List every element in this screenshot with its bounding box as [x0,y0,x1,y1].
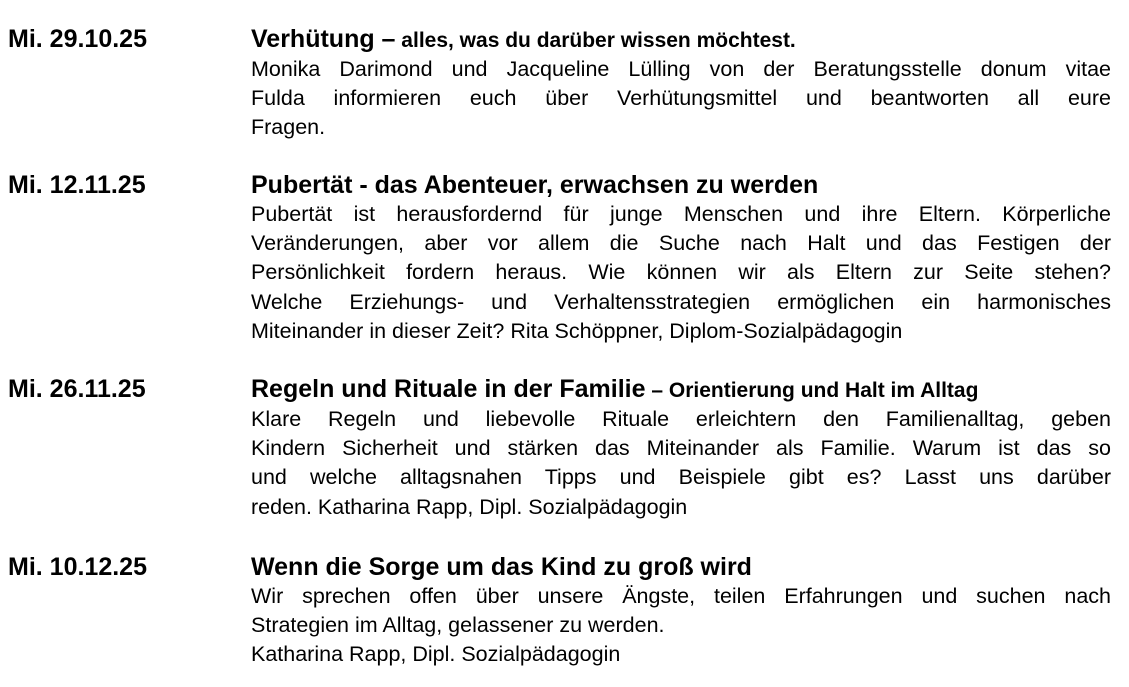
event-description [251,55,1111,143]
event-description [251,200,1111,346]
event-description [251,405,1111,522]
event-title-sub: – Orientierung und Halt im Alltag [645,379,979,402]
event-title-main: Wenn die Sorge um das Kind zu groß wird [251,553,752,581]
description-line: Veränderungen, aber vor allem die Suche nach Halt und das Festigen der [251,231,1111,256]
event-date: Mi. 10.12.25 [8,553,147,581]
description-line: Pubertät ist herausfordernd für junge Menschen und ihre Eltern. Körperliche [251,202,1111,226]
event-content [251,171,1111,346]
event-title [251,553,1111,582]
event-title [251,171,1111,200]
description-line: Strategien im Alltag, gelassener zu werden. [251,613,665,638]
description-line: Miteinander in dieser Zeit? Rita Schöppner, Diplom-Sozialpädagogin [251,318,903,343]
event-title-main: Regeln und Rituale in der Familie [251,375,646,403]
description-line: Katharina Rapp, Dipl. Sozialpädagogin [251,642,621,667]
description-line: Fulda informieren euch über Verhütungsmittel und beantworten all eure [251,86,1111,111]
description-line: Persönlichkeit fordern heraus. Wie können wir als Eltern zur Seite stehen? [251,260,1111,285]
event-content [251,553,1111,670]
event-title-sub: alles, was du darüber wissen möchtest. [395,29,796,52]
description-line: Wir sprechen offen über unsere Ängste, teilen Erfahrungen und suchen nach [251,584,1111,608]
event-description [251,582,1111,670]
description-line: reden. Katharina Rapp, Dipl. Sozialpädagogin [251,494,688,519]
description-line: Kindern Sicherheit und stärken das Miteinander als Familie. Warum ist das so [251,436,1111,461]
description-line: Fragen. [251,115,326,140]
description-line: und welche alltagsnahen Tipps und Beispiele gibt es? Lasst uns darüber [251,465,1111,490]
event-date: Mi. 12.11.25 [8,171,146,199]
event-title-main: Pubertät - das Abenteuer, erwachsen zu werden [251,171,819,199]
event-date: Mi. 26.11.25 [8,375,146,403]
event-content [251,375,1111,522]
event-title-main: Verhütung – [251,25,396,53]
description-line: Monika Darimond und Jacqueline Lülling von der Beratungsstelle donum vitae [251,57,1111,81]
event-content [251,25,1111,143]
description-line: Klare Regeln und liebevolle Rituale erleichtern den Familienalltag, geben [251,407,1111,431]
description-line: Welche Erziehungs- und Verhaltensstrategien ermöglichen ein harmonisches [251,289,1111,314]
event-date: Mi. 29.10.25 [8,25,147,53]
event-title [251,25,1111,55]
event-title [251,375,1111,405]
